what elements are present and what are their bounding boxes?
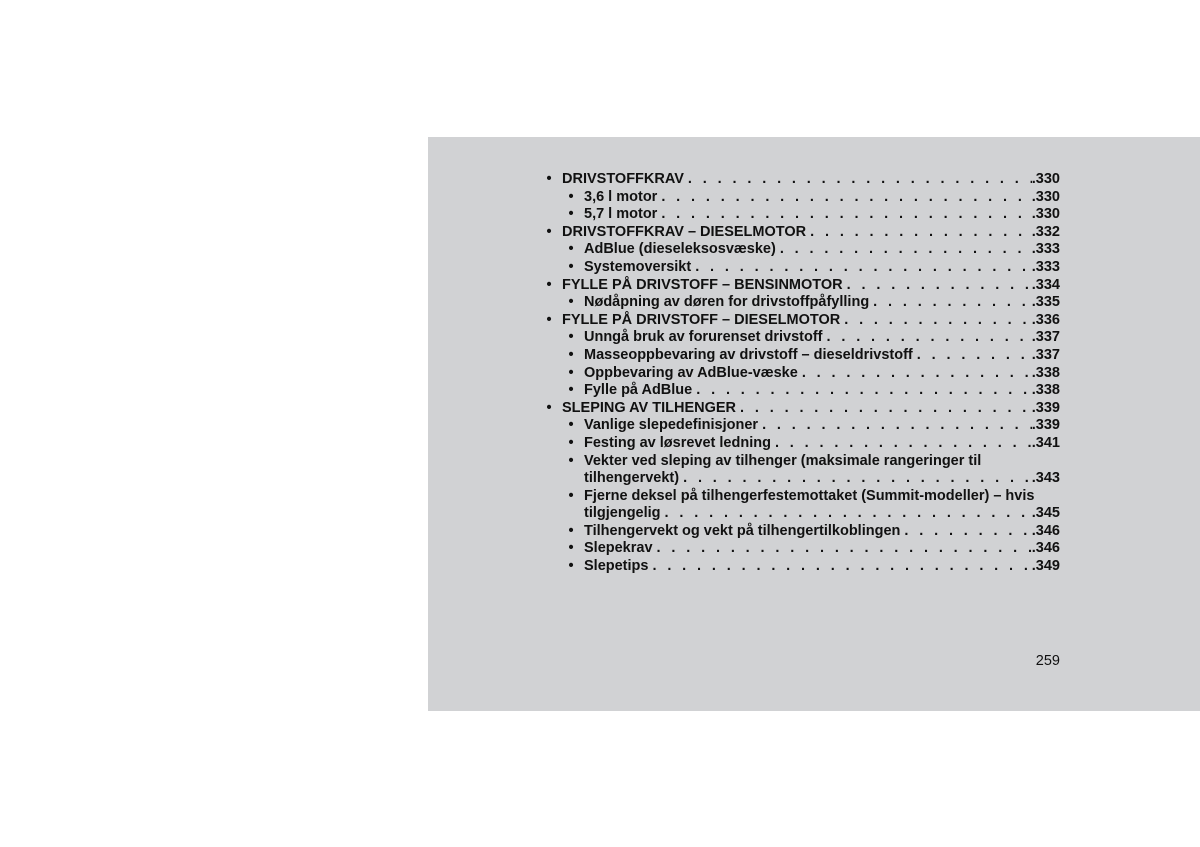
toc-entry-title: Vanlige slepedefinisjoner bbox=[584, 417, 759, 434]
toc-page-ref: .332 bbox=[1031, 223, 1060, 240]
bullet-icon: • bbox=[546, 171, 552, 187]
dot-leader bbox=[665, 505, 1032, 523]
toc-page-ref: .330 bbox=[1031, 188, 1060, 205]
toc-entry-title: DRIVSTOFFKRAV – DIESELMOTOR bbox=[562, 223, 807, 240]
dot-leader bbox=[695, 259, 1032, 277]
dot-leader bbox=[873, 294, 1032, 312]
toc-subsection-entry[interactable] bbox=[544, 241, 1060, 259]
toc-entry-title: Vekter ved sleping av tilhenger (maksimale rangeringer til bbox=[584, 452, 982, 469]
dot-leader bbox=[652, 558, 1031, 576]
toc-subsection-entry[interactable] bbox=[544, 329, 1060, 347]
toc-subsection-entry[interactable] bbox=[544, 294, 1060, 312]
toc-subsection-entry[interactable] bbox=[544, 558, 1060, 576]
dot-leader bbox=[740, 400, 1032, 418]
toc-entry-title: Slepekrav bbox=[584, 540, 653, 557]
bullet-icon: • bbox=[568, 188, 574, 205]
toc-page-ref: .333 bbox=[1031, 241, 1060, 258]
toc-subsection-entry[interactable] bbox=[544, 435, 1060, 453]
bullet-icon: • bbox=[568, 294, 574, 311]
toc-page-ref: .339 bbox=[1031, 399, 1060, 416]
bullet-icon: • bbox=[568, 382, 574, 399]
toc-entry-title: Fjerne deksel på tilhengerfestemottaket (Summit-modeller) – hvis bbox=[584, 487, 1035, 504]
dot-leader bbox=[657, 540, 1032, 558]
toc-entry-title: Fylle på AdBlue bbox=[584, 382, 693, 399]
dot-leader bbox=[847, 277, 1032, 295]
toc-entry-title: Tilhengervekt og vekt på tilhengertilkoblingen bbox=[584, 522, 901, 539]
dot-leader bbox=[661, 206, 1031, 224]
toc-page-ref: .337 bbox=[1031, 329, 1060, 346]
bullet-icon: • bbox=[568, 434, 574, 451]
page-number: 259 bbox=[1035, 653, 1060, 669]
toc-page-ref: .336 bbox=[1031, 311, 1060, 328]
dot-leader bbox=[762, 417, 1032, 435]
toc-page-ref: .346 bbox=[1031, 540, 1060, 557]
toc-page-ref: .333 bbox=[1031, 258, 1060, 275]
toc-page-ref: .330 bbox=[1031, 171, 1060, 187]
bullet-icon: • bbox=[546, 399, 552, 416]
table-of-contents bbox=[544, 171, 1060, 576]
toc-section-entry[interactable] bbox=[544, 277, 1060, 295]
toc-subsection-entry[interactable] bbox=[544, 540, 1060, 558]
toc-page-ref: .334 bbox=[1031, 276, 1060, 293]
dot-leader bbox=[844, 312, 1032, 330]
dot-leader bbox=[661, 189, 1031, 207]
toc-page-ref: .335 bbox=[1031, 294, 1060, 311]
bullet-icon: • bbox=[546, 223, 552, 240]
bullet-icon: • bbox=[568, 364, 574, 381]
bullet-icon: • bbox=[568, 487, 574, 504]
bullet-icon: • bbox=[568, 241, 574, 258]
bullet-icon: • bbox=[568, 540, 574, 557]
bullet-icon: • bbox=[568, 522, 574, 539]
dot-leader bbox=[683, 470, 1032, 488]
toc-entry-title: 3,6 l motor bbox=[584, 188, 658, 205]
bullet-icon: • bbox=[546, 276, 552, 293]
bullet-icon: • bbox=[568, 346, 574, 363]
toc-entry-title: Unngå bruk av forurenset drivstoff bbox=[584, 329, 823, 346]
toc-page-ref: .337 bbox=[1031, 346, 1060, 363]
toc-entry-title: 5,7 l motor bbox=[584, 206, 658, 223]
bullet-icon: • bbox=[568, 558, 574, 575]
toc-subsection-entry[interactable] bbox=[544, 417, 1060, 435]
toc-page-ref: .338 bbox=[1031, 364, 1060, 381]
dot-leader bbox=[917, 347, 1032, 365]
toc-section-entry[interactable] bbox=[544, 224, 1060, 242]
toc-subsection-entry[interactable] bbox=[544, 382, 1060, 400]
toc-page-ref: .346 bbox=[1031, 522, 1060, 539]
toc-subsection-entry[interactable] bbox=[544, 206, 1060, 224]
dot-leader bbox=[810, 224, 1032, 242]
dot-leader bbox=[775, 435, 1032, 453]
bullet-icon: • bbox=[568, 329, 574, 346]
bullet-icon: • bbox=[568, 417, 574, 434]
toc-section-entry[interactable] bbox=[544, 400, 1060, 418]
bullet-icon: • bbox=[546, 311, 552, 328]
dot-leader bbox=[826, 329, 1031, 347]
toc-page-ref: .343 bbox=[1031, 470, 1060, 487]
dot-leader bbox=[696, 382, 1032, 400]
toc-entry-title: Oppbevaring av AdBlue-væske bbox=[584, 364, 798, 381]
toc-page-ref: .339 bbox=[1031, 417, 1060, 434]
toc-entry-title: Slepetips bbox=[584, 558, 649, 575]
toc-entry-title: Systemoversikt bbox=[584, 258, 692, 275]
toc-subsection-entry[interactable] bbox=[544, 365, 1060, 383]
toc-subsection-entry[interactable] bbox=[544, 347, 1060, 365]
toc-entry-title: SLEPING AV TILHENGER bbox=[562, 399, 737, 416]
dot-leader bbox=[904, 523, 1031, 541]
bullet-icon: • bbox=[568, 206, 574, 223]
toc-page-ref: .345 bbox=[1031, 505, 1060, 522]
toc-subsection-entry[interactable] bbox=[544, 189, 1060, 207]
toc-page-ref: .338 bbox=[1031, 382, 1060, 399]
toc-section-entry[interactable] bbox=[544, 312, 1060, 330]
dot-leader bbox=[780, 241, 1032, 259]
toc-section-entry[interactable] bbox=[544, 171, 1060, 189]
dot-leader bbox=[688, 171, 1032, 189]
toc-subsection-entry[interactable] bbox=[544, 453, 1060, 488]
toc-entry-title: Masseoppbevaring av drivstoff – dieseldrivstoff bbox=[584, 346, 913, 363]
toc-entry-title: AdBlue (dieseleksosvæske) bbox=[584, 241, 776, 258]
toc-page-ref: .341 bbox=[1031, 434, 1060, 451]
dot-leader bbox=[802, 365, 1032, 383]
bullet-icon: • bbox=[568, 452, 574, 469]
toc-subsection-entry[interactable] bbox=[544, 523, 1060, 541]
toc-entry-title: Nødåpning av døren for drivstoffpåfylling bbox=[584, 294, 870, 311]
toc-entry-title: FYLLE PÅ DRIVSTOFF – DIESELMOTOR bbox=[562, 311, 841, 328]
toc-entry-title: DRIVSTOFFKRAV bbox=[562, 171, 684, 187]
toc-page-ref: .330 bbox=[1031, 206, 1060, 223]
bullet-icon: • bbox=[568, 258, 574, 275]
toc-entry-title: FYLLE PÅ DRIVSTOFF – BENSINMOTOR bbox=[562, 276, 843, 293]
toc-entry-title-continued: tilgjengelig bbox=[584, 505, 661, 522]
toc-subsection-entry[interactable] bbox=[544, 259, 1060, 277]
toc-entry-title: Festing av løsrevet ledning bbox=[584, 434, 771, 451]
toc-page-ref: .349 bbox=[1031, 558, 1060, 575]
toc-subsection-entry[interactable] bbox=[544, 488, 1060, 523]
toc-entry-title-continued: tilhengervekt) bbox=[584, 470, 680, 487]
